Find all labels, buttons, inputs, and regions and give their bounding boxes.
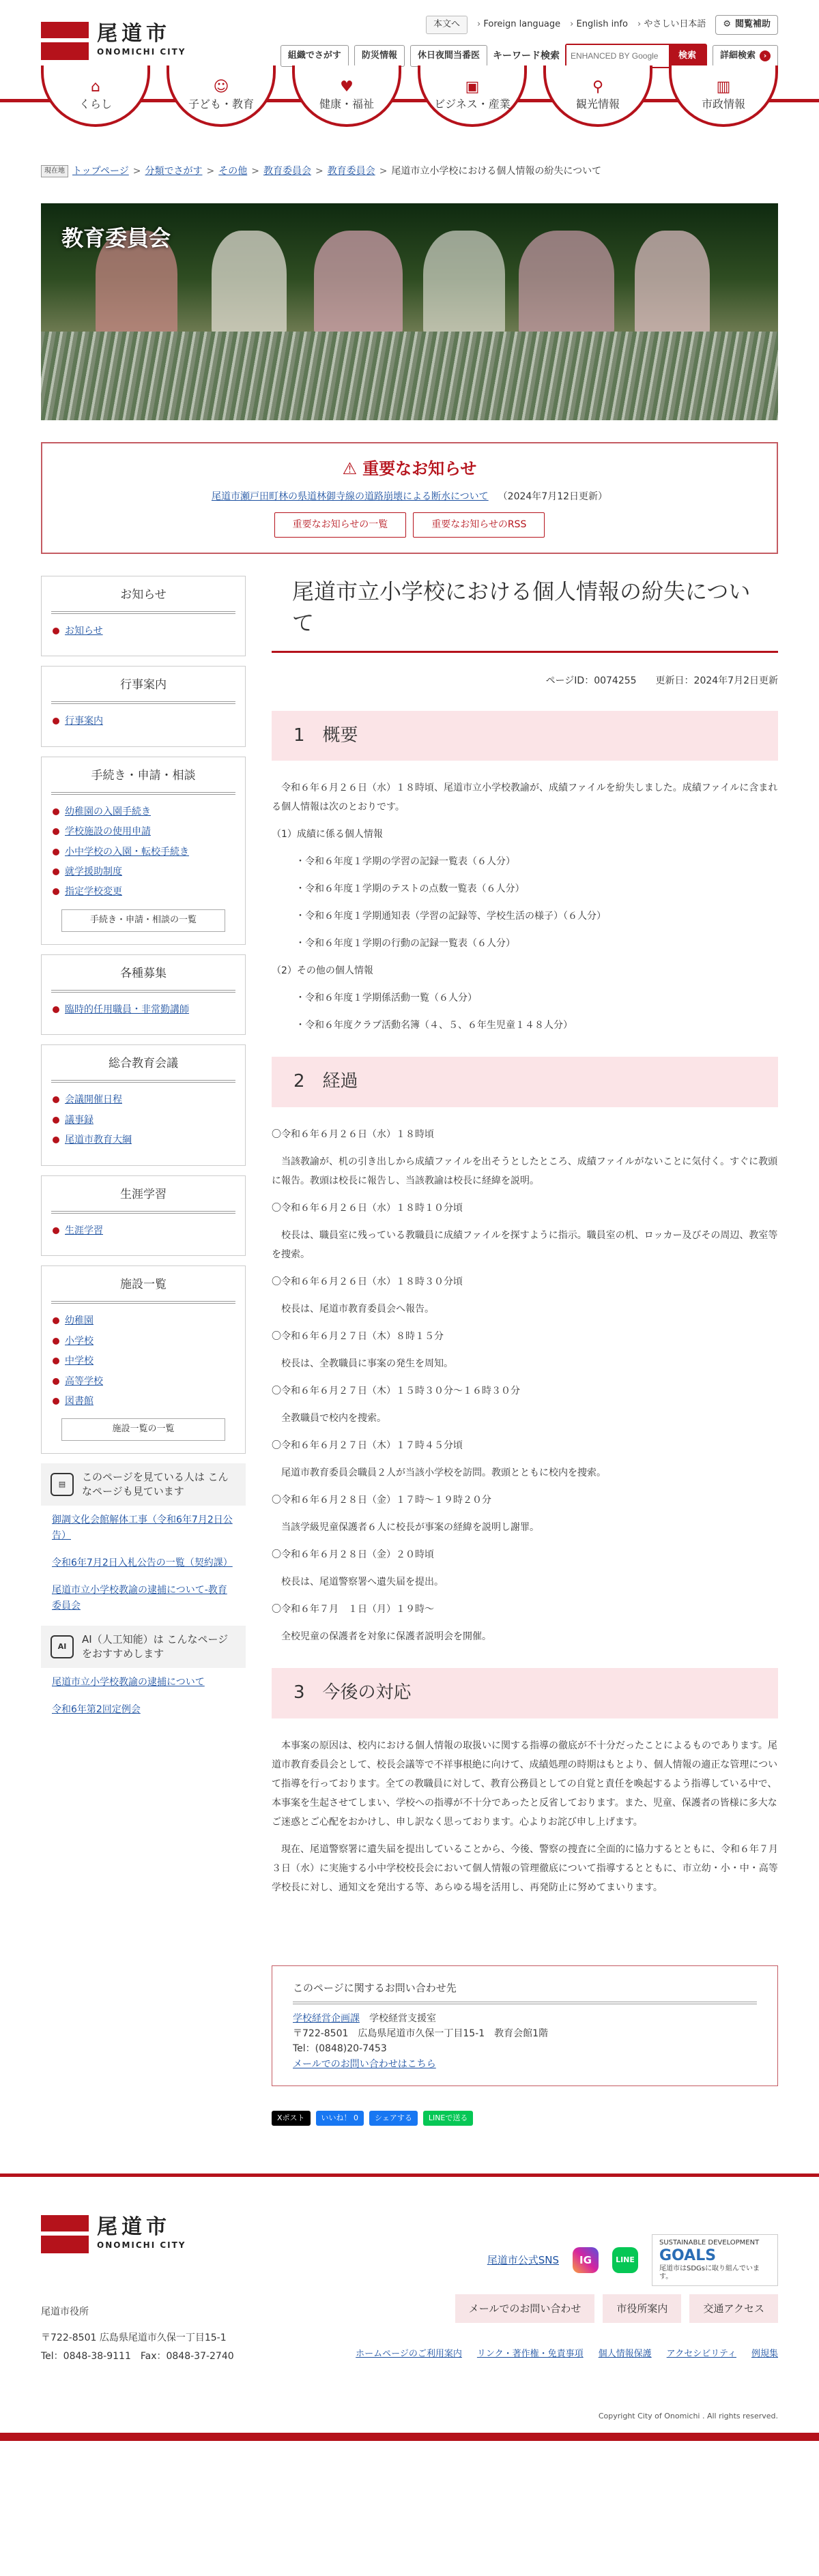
overview-subheading: （2）その他の個人情報 [272, 965, 373, 977]
hero-banner [41, 203, 778, 420]
notice-link[interactable]: 尾道市瀬戸田町林の県道林御寺線の道路崩壊による断水について [211, 491, 489, 502]
contact-dept-link[interactable]: 学校経営企画課 [293, 2012, 360, 2024]
nav-business[interactable]: ▣ ビジネス・産業 [418, 65, 527, 127]
sidebar-link[interactable]: 議事録 [65, 1114, 94, 1126]
logo-jp: 尾道市 [97, 22, 171, 46]
section-heading-overview: 1 概要 [272, 711, 778, 761]
overview-subheading: （1）成績に係る個人情報 [272, 829, 383, 840]
sidebar-link[interactable]: 幼稚園 [65, 1315, 94, 1327]
facebook-share-button[interactable]: シェアする [369, 2111, 418, 2126]
sidebar-link[interactable]: 臨時的任用職員・非常勤講師 [65, 1004, 189, 1015]
timeline-date: 〇令和６年６月２８日（金）２０時頃 [272, 1549, 434, 1560]
sidebar-link[interactable]: 小学校 [65, 1335, 94, 1347]
bottom-bar [0, 2433, 819, 2441]
ai-link[interactable]: 令和6年第2回定例会 [52, 1704, 141, 1716]
quick-doctor-button[interactable]: 休日夜間当番医 [410, 45, 487, 68]
browser-icon: ▤ [51, 1473, 74, 1496]
contact-address: 〒722-8501 広島県尾道市久保一丁目15-1 教育会館1階 [293, 2028, 549, 2039]
breadcrumb-current: 尾道市立小学校における個人情報の紛失について [391, 166, 602, 177]
sdgs-badge[interactable]: SUSTAINABLE DEVELOPMENT GOALS 尾道市はSDGsに取り組んでいます。 [652, 2234, 778, 2286]
ai-icon: AI [51, 1635, 74, 1658]
footer-link[interactable]: 個人情報保護 [598, 2348, 652, 2359]
breadcrumb-link[interactable]: トップページ [72, 166, 129, 177]
timeline-text: 校長は、全教職員に事案の発生を周知。 [281, 1358, 453, 1369]
list-item: ・令和６年度１学期通知表（学習の記録等、学校生活の様子）（６人分） [296, 911, 606, 922]
sidebar-box-events: 行事案内 行事案内 [41, 666, 246, 747]
response-text: 本事案の原因は、校内における個人情報の取扱いに関する指導の徹底が不十分だったことによるものであります。尾道市教育委員会として、校長会議等で不祥事根絶に向けて、成績処理の時期はもとより、個人情報の適正な管理について指導を行っております。全ての教職員に対して、教育公務員としての自覚と責任を喚起するよう指導している中で、本事案を生起させてしまい、学校への指導が不十分であったと反省しております。また、児童、保護者の皆様に多大なご迷惑とご心配をおかけし、申し訳なく思っております。心よりお詫び申し上げます。 [272, 1740, 778, 1828]
child-icon: ☺ [213, 78, 229, 96]
timeline-text: 当該学級児童保護者６人に校長が事案の経緯を説明し謝罪。 [281, 1521, 539, 1533]
nav-living[interactable]: ⌂ くらし [41, 65, 150, 127]
bicycle-icon: ⚲ [592, 78, 604, 96]
ai-recommend-heading: AI AI（人工知能）は こんなページをおすすめします [41, 1626, 246, 1668]
logo-en: ONOMICHI CITY [97, 47, 186, 57]
sidebar-link[interactable]: 中学校 [65, 1356, 94, 1367]
nav-health-welfare[interactable]: ♥ 健康・福祉 [292, 65, 401, 127]
site-footer [0, 2174, 819, 2433]
search-button[interactable]: 検索 [669, 45, 706, 67]
list-item: ・令和６年度１学期の行動の記録一覧表（６人分） [296, 938, 515, 950]
viewers-link[interactable]: 御調文化会館解体工事（令和6年7月2日公告） [52, 1514, 233, 1541]
sidebar-link[interactable]: 高等学校 [65, 1375, 103, 1387]
x-post-button[interactable]: Xポスト [272, 2111, 311, 2126]
logo-mark [41, 22, 89, 60]
reading-assist-button[interactable] [715, 15, 778, 35]
timeline-date: 〇令和６年６月２８日（金）１７時～１９時２０分 [272, 1494, 491, 1506]
timeline-text: 当該教諭が、机の引き出しから成績ファイルを出そうとしたところ、成績ファイルがないことに気付く。すぐに教頭に報告。教頭は校長に報告し、当該教諭は校長に経緯を説明。 [272, 1156, 778, 1186]
footer-office-button[interactable]: 市役所案内 [603, 2294, 681, 2323]
sidebar-link[interactable]: 小中学校の入園・転校手続き [65, 846, 189, 858]
contact-mail-link[interactable]: メールでのお問い合わせはこちら [293, 2058, 436, 2070]
sidebar-link[interactable]: お知らせ [65, 625, 103, 636]
response-text: 現在、尾道警察署に遺失届を提出していることから、今後、警察の捜査に全面的に協力するとともに、令和６年７月３日（水）に実施する小中学校校長会において個人情報の管理徹底について指導するとともに、市立幼・小・中・高等学校長に対し、通知文を発出する等、あらゆる場を活用し、再発防止に努めてまいります。 [272, 1843, 778, 1893]
list-item: ・令和６年度１学期係活動一覧（６人分） [296, 993, 477, 1004]
line-icon[interactable]: LINE [612, 2247, 638, 2273]
footer-address: 尾道市役所 〒722-8501 広島県尾道市久保一丁目15-1 Tel：0848-38-9111 Fax：0848-37-2740 [41, 2303, 234, 2366]
footer-logo[interactable]: 尾道市 ONOMICHI CITY [41, 2215, 186, 2253]
footer-nav [356, 2347, 778, 2362]
global-nav [41, 74, 778, 135]
quick-disaster-button[interactable]: 防災情報 [354, 45, 405, 68]
sidebar-box-facilities: 施設一覧 幼稚園 小学校 中学校 高等学校 図書館 施設一覧の一覧 [41, 1265, 246, 1454]
breadcrumb-here-label: 現在地 [41, 165, 68, 177]
nav-children-education[interactable]: ☺ 子ども・教育 [167, 65, 276, 127]
notice-list-button[interactable]: 重要なお知らせの一覧 [274, 512, 407, 537]
nav-tourism[interactable]: ⚲ 観光情報 [543, 65, 652, 127]
list-item: ・令和６年度クラブ活動名簿（４、５、６年生児童１４８人分） [296, 1020, 573, 1031]
timeline-date: 〇令和６年６月２７日（木）１５時３０分～１６時３０分 [272, 1385, 520, 1396]
notice-date: （2024年7月12日更新） [498, 491, 608, 502]
gear-icon: ⚙ [723, 19, 731, 29]
timeline-text: 全校児童の保護者を対象に保護者説明会を開催。 [281, 1630, 491, 1642]
breadcrumb-link[interactable]: 分類でさがす [145, 166, 203, 177]
advanced-search-button[interactable]: 詳細検索 › [713, 45, 778, 68]
overview-text: 令和６年６月２６日（水）１８時頃、尾道市立小学校教諭が、成績ファイルを紛失しました。成績ファイルに含まれる個人情報は次のとおりです。 [272, 782, 778, 813]
warning-icon: ⚠ [342, 459, 358, 479]
heart-hand-icon: ♥ [340, 78, 354, 96]
sidebar [41, 576, 246, 1730]
sidebar-link[interactable]: 幼稚園の入園手続き [65, 806, 151, 817]
sidebar-link[interactable]: 指定学校変更 [65, 886, 122, 898]
quick-org-button[interactable]: 組織でさがす [281, 45, 349, 68]
breadcrumb-link[interactable]: 教育委員会 [327, 166, 375, 177]
sidebar-link[interactable]: 会議開催日程 [65, 1094, 122, 1106]
page-meta: ページID：0074255 更新日：2024年7月2日更新 [545, 675, 778, 687]
page-title: 尾道市立小学校における個人情報の紛失について [272, 576, 778, 654]
line-share-button[interactable]: LINEで送る [423, 2111, 474, 2126]
reading-assist-label: 閲覧補助 [734, 19, 771, 29]
house-icon: ⌂ [91, 78, 100, 96]
footer-link[interactable]: リンク・著作権・免責事項 [476, 2348, 584, 2359]
foreign-language-link[interactable]: › Foreign language [477, 18, 560, 32]
timeline-text: 校長は、尾道市教育委員会へ報告。 [281, 1303, 434, 1315]
timeline-text: 校長は、尾道警察署へ遺失届を提出。 [281, 1576, 444, 1587]
notice-item [63, 489, 756, 504]
utility-bar [426, 15, 778, 35]
sidebar-link[interactable]: 就学援助制度 [65, 866, 122, 878]
keyword-search-label: キーワード検索 [492, 50, 560, 61]
sidebar-link[interactable]: 学校施設の使用申請 [65, 826, 151, 838]
section-heading-timeline: 2 経過 [272, 1057, 778, 1107]
logo-mark [41, 2215, 89, 2253]
viewers-also-heading: ▤ このページを見ている人は こんなページも見ています [41, 1463, 246, 1506]
viewers-link[interactable]: 令和6年7月2日入札公告の一覧（契約課） [52, 1557, 233, 1568]
chevron-right-icon: › [760, 50, 771, 61]
timeline-date: 〇令和６年６月２６日（水）１８時３０分頃 [272, 1276, 463, 1287]
timeline-text: 尾道市教育委員会職員２人が当該小学校を訪問。教頭とともに校内を捜索。 [281, 1467, 606, 1478]
notice-title: ⚠ 重要なお知らせ [63, 456, 756, 482]
section-heading-response: 3 今後の対応 [272, 1668, 778, 1718]
list-item: ・令和６年度１学期の学習の記録一覧表（６人分） [296, 856, 515, 868]
briefcase-icon: ▣ [465, 78, 480, 96]
timeline-date: 〇令和６年７月 １日（月）１９時～ [272, 1603, 434, 1615]
breadcrumb-link[interactable]: その他 [218, 166, 248, 177]
footer-mail-button[interactable]: メールでのお問い合わせ [455, 2294, 595, 2323]
breadcrumb: 現在地 トップページ > 分類でさがす > その他 > 教育委員会 > 教育委員会 > 尾道市立小学校における個人情報の紛失について [41, 164, 778, 179]
city-hall-icon: ▥ [716, 78, 731, 96]
viewers-link[interactable]: 尾道市立小学校教諭の逮捕について-教育委員会 [52, 1585, 227, 1611]
procedures-list-button[interactable]: 手続き・申請・相談の一覧 [61, 909, 225, 932]
sidebar-box-recruit: 各種募集 臨時的任用職員・非常勤講師 [41, 954, 246, 1036]
sidebar-link[interactable]: 尾道市教育大綱 [65, 1135, 132, 1146]
rice-field-image [41, 332, 778, 420]
skip-to-content-link[interactable]: 本文へ [426, 16, 468, 34]
timeline-date: 〇令和６年６月２６日（水）１８時頃 [272, 1128, 434, 1140]
search-input[interactable] [566, 45, 669, 67]
ai-link[interactable]: 尾道市立小学校教諭の逮捕について [52, 1677, 205, 1688]
list-item: ・令和６年度１学期のテストの点数一覧表（６人分） [296, 883, 525, 895]
instagram-icon[interactable]: IG [573, 2247, 599, 2273]
search-row [281, 44, 778, 68]
sidebar-box-council: 総合教育会議 会議開催日程 議事録 尾道市教育大綱 [41, 1044, 246, 1165]
sidebar-box-procedures: 手続き・申請・相談 幼稚園の入園手続き 学校施設の使用申請 小中学校の入園・転校手続き 就学援助制度 指定学校変更 手続き・申請・相談の一覧 [41, 757, 246, 945]
footer-link[interactable]: 例規集 [751, 2348, 778, 2359]
sidebar-box-news: お知らせ お知らせ [41, 576, 246, 657]
timeline-date: 〇令和６年６月２７日（木）１７時４５分頃 [272, 1439, 463, 1451]
copyright: Copyright City of Onomichi . All rights reserved. [598, 2411, 778, 2420]
breadcrumb-link[interactable]: 教育委員会 [263, 166, 311, 177]
important-notice [41, 442, 778, 553]
facebook-like-button[interactable]: いいね！ 0 [316, 2111, 364, 2126]
contact-sub: 学校経営支援室 [369, 2012, 436, 2024]
main-content [272, 576, 778, 2126]
contact-box [272, 1965, 778, 2087]
english-info-link[interactable]: › English info [570, 18, 628, 32]
nav-city-admin[interactable]: ▥ 市政情報 [669, 65, 778, 127]
contact-title: このページに関するお問い合わせ先 [293, 1980, 757, 2004]
timeline-text: 校長は、職員室に残っている教職員に成績ファイルを探すように指示。職員室の机、ロッカー及びその周辺、教室等を捜索。 [272, 1229, 778, 1260]
footer-access-button[interactable]: 交通アクセス [689, 2294, 778, 2323]
office-name: 尾道市役所 [41, 2306, 89, 2317]
timeline-date: 〇令和６年６月２７日（木）８時１５分 [272, 1330, 444, 1342]
sidebar-link[interactable]: 行事案内 [65, 716, 103, 727]
sidebar-link[interactable]: 図書館 [65, 1395, 94, 1407]
footer-link[interactable]: アクセシビリティ [666, 2348, 736, 2359]
sidebar-link[interactable]: 生涯学習 [65, 1225, 103, 1236]
sns-link[interactable]: 尾道市公式SNS [487, 2253, 559, 2266]
timeline-date: 〇令和６年６月２６日（水）１８時１０分頃 [272, 1202, 463, 1214]
easy-japanese-link[interactable]: › やさしい日本語 [637, 18, 706, 32]
facilities-list-button[interactable]: 施設一覧の一覧 [61, 1418, 225, 1441]
share-buttons [272, 2111, 778, 2126]
notice-rss-button[interactable]: 重要なお知らせのRSS [413, 512, 545, 537]
sidebar-box-lifelong: 生涯学習 生涯学習 [41, 1175, 246, 1257]
footer-link[interactable]: ホームページのご利用案内 [356, 2348, 462, 2359]
site-logo[interactable] [41, 22, 186, 60]
search-box [565, 44, 707, 68]
site-header [0, 0, 819, 111]
timeline-text: 全教職員で校内を捜索。 [281, 1412, 386, 1424]
hero-title: 教育委員会 [61, 225, 171, 252]
contact-tel: Tel：(0848)20-7453 [293, 2043, 387, 2055]
